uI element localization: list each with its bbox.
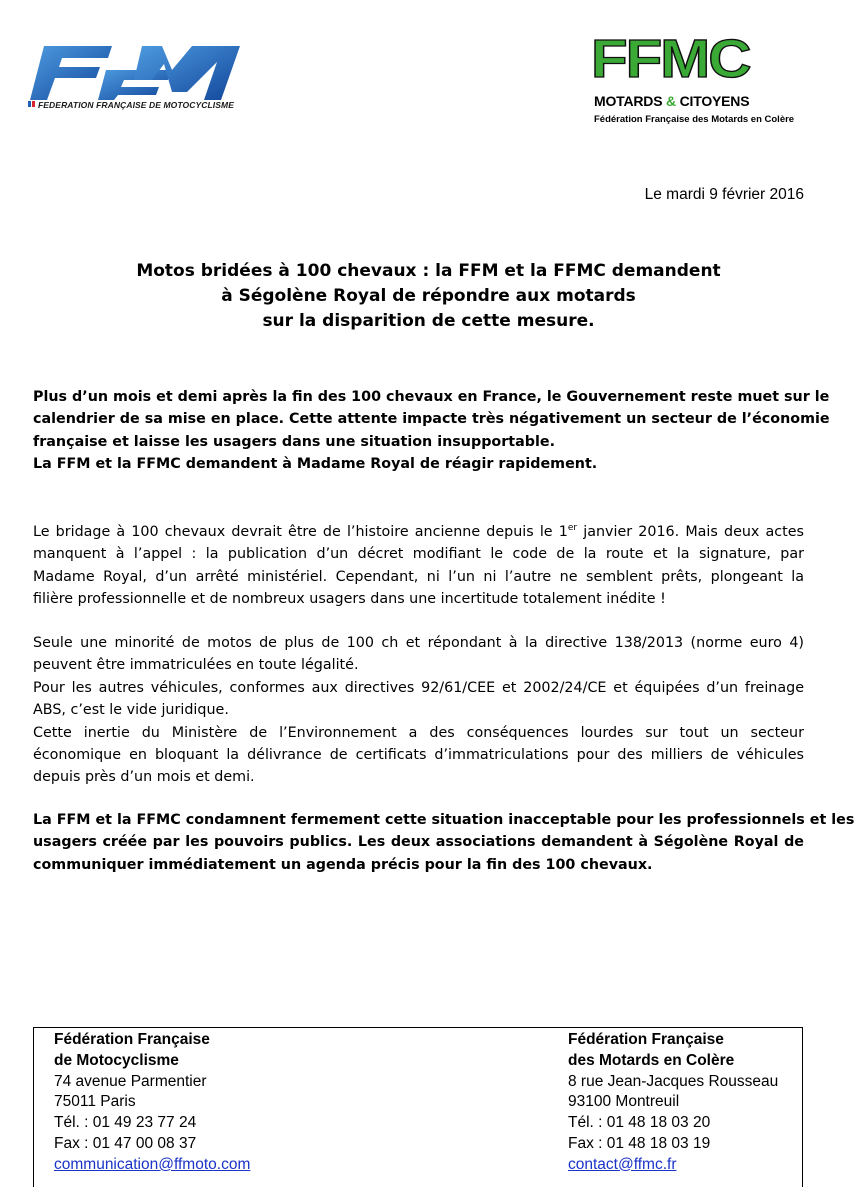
paragraph-line: peuvent être immatriculées en toute légalité.: [33, 657, 359, 674]
fax: Fax : 01 48 18 03 19: [568, 1134, 711, 1152]
paragraph-conclusion: [33, 809, 855, 876]
address: 8 rue Jean-Jacques Rousseau: [568, 1072, 779, 1090]
press-release-title: [0, 259, 857, 334]
paragraph-line: calendrier de sa mise en place. Cette attente impacte très négativement un secteur de l’économie: [33, 411, 830, 428]
footer-ffm-contact: [54, 1030, 250, 1176]
org-name: Fédération Française: [54, 1031, 210, 1048]
paragraph-line: ABS, c’est le vide juridique.: [33, 702, 229, 719]
ffmc-tagline-part1: MOTARDS: [594, 93, 667, 109]
paragraph-line: manquent à l’appel : la publication d’un décret modifiant le code de la route et la signature, par: [33, 546, 804, 563]
paragraph-line: Seule une minorité de motos de plus de 100 ch et répondant à la directive 138/2013 (norme euro 4): [33, 635, 804, 651]
org-name: de Motocyclisme: [54, 1051, 179, 1069]
paragraph-line: [33, 521, 804, 543]
fax: Fax : 01 47 00 08 37: [54, 1134, 197, 1152]
telephone: Tél. : 01 49 23 77 24: [54, 1114, 197, 1132]
paragraph-line: Plus d’un mois et demi après la fin des 100 chevaux en France, le Gouvernement reste muet sur le: [33, 389, 830, 405]
paragraph-line: depuis près d’un mois et demi.: [33, 769, 255, 786]
title-line: Motos bridées à 100 chevaux : la FFM et la FFMC demandent: [136, 261, 721, 281]
paragraph-line: française et laisse les usagers dans une situation insupportable.: [33, 433, 556, 450]
paragraph-line: usagers créée par les pouvoirs publics. Les deux associations demandent à Ségolène Royal de: [33, 834, 804, 851]
paragraph-line: La FFM et la FFMC demandent à Madame Royal de réagir rapidement.: [33, 456, 598, 473]
org-name: des Motards en Colère: [568, 1051, 735, 1069]
text-span: Le bridage à 100 chevaux devrait être de l’histoire ancienne depuis le 1: [33, 524, 568, 540]
paragraph-line: Pour les autres véhicules, conformes aux directives 92/61/CEE et 2002/24/CE et équipées d’un freinage: [33, 679, 804, 696]
ffm-logo-caption: FEDERATION FRANÇAISE DE MOTOCYCLISME: [38, 100, 234, 110]
paragraph-line: Cette inertie du Ministère de l’Environnement a des conséquences lourdes sur tout un secteur: [33, 724, 804, 741]
paragraph-bridage: [33, 521, 804, 611]
intro-paragraph: [33, 386, 830, 476]
paragraph-line: filière professionnelle et de nombreux usagers dans une incertitude totalement inédite !: [33, 591, 666, 608]
city: 93100 Montreuil: [568, 1093, 680, 1111]
city: 75011 Paris: [54, 1093, 136, 1111]
ffmc-tagline-amp: &: [666, 93, 676, 109]
ffmc-logo-subtitle: Fédération Française des Motards en Colère: [594, 114, 795, 125]
title-line: à Ségolène Royal de répondre aux motards: [221, 286, 636, 306]
email-link[interactable]: contact@ffmc.fr: [568, 1155, 677, 1173]
org-name: Fédération Française: [568, 1031, 724, 1048]
text-span: janvier 2016. Mais deux actes: [577, 524, 804, 540]
telephone: Tél. : 01 48 18 03 20: [568, 1114, 711, 1132]
ffmc-tagline-part2: CITOYENS: [675, 93, 750, 109]
document-date: Le mardi 9 février 2016: [644, 186, 804, 203]
address: 74 avenue Parmentier: [54, 1072, 207, 1090]
ffmc-logo-wordmark: FFMC: [591, 28, 750, 89]
email-link[interactable]: communication@ffmoto.com: [54, 1155, 251, 1173]
superscript: er: [567, 523, 578, 534]
paragraph-line: économique en bloquant la délivrance de certificats d’immatriculations pour des milliers de véhicules: [33, 747, 804, 764]
paragraph-line: La FFM et la FFMC condamnent fermement cette situation inacceptable pour les professionnels et les: [33, 812, 855, 828]
paragraph-minorite: [33, 632, 804, 789]
title-line: sur la disparition de cette mesure.: [262, 311, 595, 331]
footer-ffmc-contact: [568, 1030, 778, 1176]
ffmc-tagline: [594, 93, 749, 109]
paragraph-line: communiquer immédiatement un agenda précis pour la fin des 100 chevaux.: [33, 856, 653, 873]
paragraph-line: Madame Royal, d’un arrêté ministériel. Cependant, ni l’un ni l’autre ne semblent prêts, plongeant la: [33, 568, 804, 585]
